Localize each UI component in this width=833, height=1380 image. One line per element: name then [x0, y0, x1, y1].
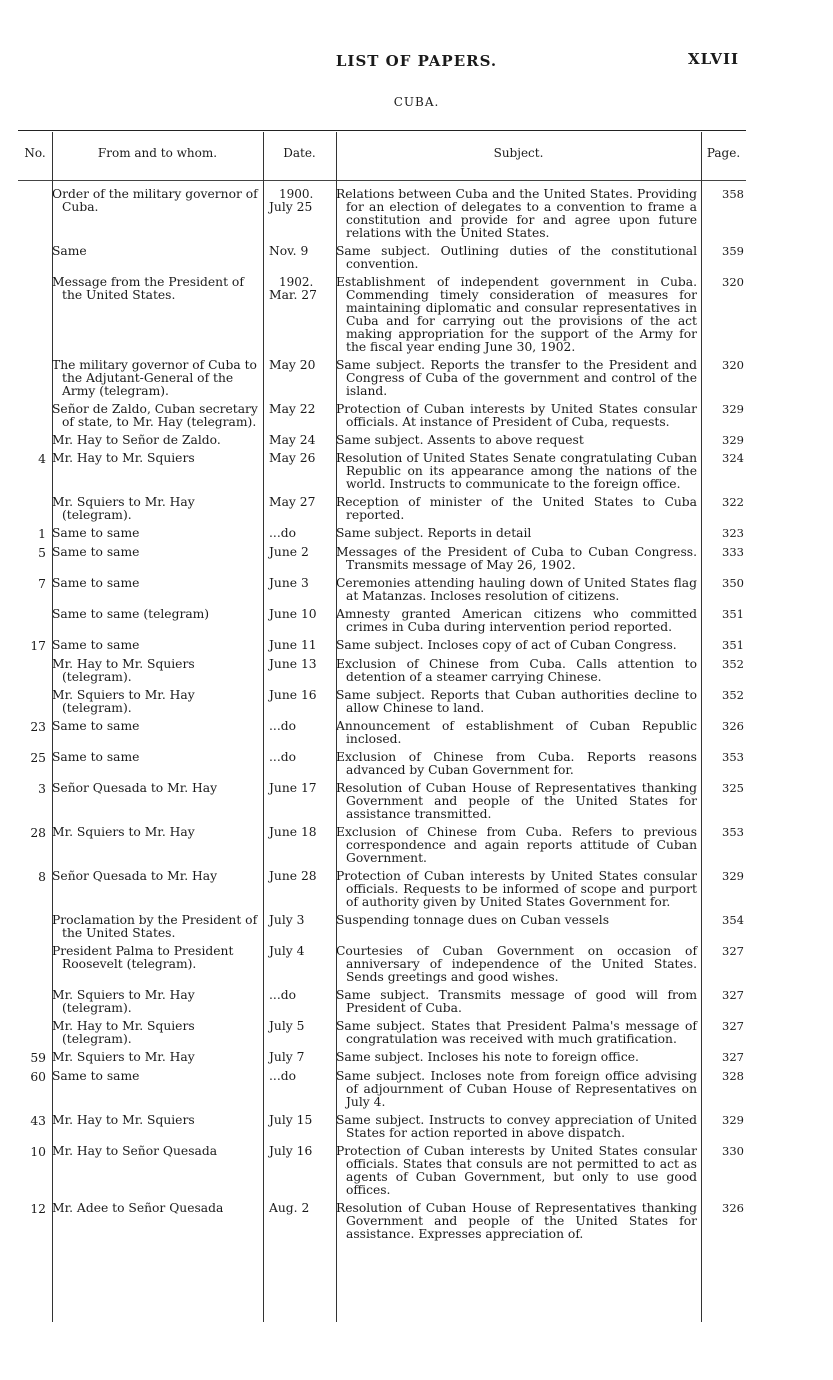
table-row: [18, 1202, 746, 1241]
table-row: [18, 782, 746, 821]
section-title: CUBA.: [393, 95, 440, 109]
page-ref: 353: [722, 825, 744, 839]
date-value: May 24: [269, 433, 316, 447]
page-ref: 320: [722, 358, 744, 372]
page-ref: 353: [722, 750, 744, 764]
date-value: June 2: [269, 545, 309, 559]
date-value: Aug. 2: [269, 1201, 310, 1215]
subject-cell: Same subject. Incloses copy of act of Cuban Congress.: [336, 638, 677, 652]
table-row: [18, 1114, 746, 1140]
date-value: July 7: [269, 1050, 305, 1064]
from-to-cell: Mr. Squiers to Mr. Hay: [52, 1050, 195, 1064]
page-ref: 326: [722, 1201, 744, 1215]
paper-number: 1: [38, 527, 46, 541]
date-value: May 26: [269, 451, 316, 465]
date-cell: [263, 577, 336, 590]
table-row: [18, 751, 746, 777]
page-ref: 358: [722, 187, 744, 201]
subject-cell: Exclusion of Chinese from Cuba. Calls attention to detention of a steamer carrying Chinese.: [336, 657, 697, 684]
page-ref: 351: [722, 638, 744, 652]
from-to-cell: Same to same: [52, 750, 140, 764]
date-cell: [263, 639, 336, 652]
subject-cell: Same subject. Incloses note from foreign office advising of adjournment of Cuban House of Representatives on July 4.: [336, 1069, 697, 1109]
subject-cell: Exclusion of Chinese from Cuba. Reports reasons advanced by Cuban Government for.: [336, 750, 697, 777]
from-to-cell: Señor Quesada to Mr. Hay: [52, 781, 218, 795]
subject-cell: Protection of Cuban interests by United States consular officials. At instance of President of Cuba, requests.: [336, 402, 697, 429]
from-to-cell: Mr. Hay to Señor Quesada: [52, 1144, 218, 1158]
from-to-cell: Señor Quesada to Mr. Hay: [52, 869, 218, 883]
page-ref: 325: [722, 781, 744, 795]
column-header-subject: Subject.: [493, 146, 544, 160]
date-value: June 10: [269, 607, 317, 621]
from-to-cell: Same: [52, 244, 87, 258]
table-row: [18, 496, 746, 522]
subject-cell: Resolution of Cuban House of Representatives thanking Government and people of the United States for assistance. Expresses appreciation of.: [336, 1201, 697, 1241]
column-header-page: Page.: [706, 146, 741, 160]
from-to-cell: Mr. Squiers to Mr. Hay (telegram).: [52, 988, 195, 1015]
paper-number: 43: [30, 1114, 46, 1128]
subject-cell: Same subject. Incloses his note to foreign office.: [336, 1050, 639, 1064]
table-row: [18, 434, 746, 447]
from-to-cell: Same to same: [52, 638, 140, 652]
date-value: ...do: [269, 750, 297, 764]
paper-number: 28: [30, 826, 46, 840]
from-to-cell: Order of the military governor of Cuba.: [52, 187, 258, 214]
from-to-cell: Mr. Hay to Mr. Squiers: [52, 1113, 195, 1127]
page-ref: 352: [722, 688, 744, 702]
from-to-cell: Same to same (telegram): [52, 607, 210, 621]
date-value: June 28: [269, 869, 317, 883]
from-to-cell: Mr. Hay to Mr. Squiers: [52, 451, 195, 465]
from-to-cell: Same to same: [52, 545, 140, 559]
paper-number: [18, 689, 52, 690]
date-cell: [263, 276, 336, 302]
from-to-cell: Mr. Squiers to Mr. Hay: [52, 825, 195, 839]
paper-number: 8: [38, 870, 46, 884]
subject-cell: Same subject. Transmits message of good will from President of Cuba.: [336, 988, 697, 1015]
date-cell: [263, 1051, 336, 1064]
date-value: June 13: [269, 657, 317, 671]
date-cell: [263, 658, 336, 671]
table-row: [18, 689, 746, 715]
paper-number: [18, 1020, 52, 1021]
paper-number: [18, 914, 52, 915]
page-ref: 352: [722, 657, 744, 671]
year-label: 1902.: [279, 275, 314, 289]
page-ref: 329: [722, 1113, 744, 1127]
subject-cell: Amnesty granted American citizens who committed crimes in Cuba during intervention period reported.: [336, 607, 697, 634]
page-ref: 322: [722, 495, 744, 509]
date-value: July 3: [269, 913, 305, 927]
date-cell: [263, 1202, 336, 1215]
date-cell: [263, 1145, 336, 1158]
date-value: May 27: [269, 495, 316, 509]
page-ref: 333: [722, 545, 744, 559]
date-cell: [263, 751, 336, 764]
subject-cell: Relations between Cuba and the United States. Providing for an election of delegates to a convention to frame a constitution and provide for and agree upon future relations with the United States.: [336, 187, 697, 240]
from-to-cell: Mr. Squiers to Mr. Hay (telegram).: [52, 688, 195, 715]
paper-number: 17: [30, 639, 46, 653]
table-row: [18, 1145, 746, 1197]
table-row: [18, 826, 746, 865]
page-ref: 320: [722, 275, 744, 289]
table-row: [18, 945, 746, 984]
subject-cell: Establishment of independent government in Cuba. Commending timely consideration of measures for maintaining diplomatic and consular representatives in Cuba and for carrying out the provisions of the act making appropriation for the support of the Army for the fiscal year ending June 30, 1902.: [336, 275, 697, 354]
table-row: [18, 1070, 746, 1109]
paper-number: 3: [38, 782, 46, 796]
paper-number: [18, 608, 52, 609]
date-value: May 22: [269, 402, 316, 416]
page-ref: 327: [722, 988, 744, 1002]
page-ref: 350: [722, 576, 744, 590]
paper-number: [18, 188, 52, 189]
from-to-cell: Señor de Zaldo, Cuban secretary of state, to Mr. Hay (telegram).: [52, 402, 258, 429]
subject-cell: Resolution of United States Senate congratulating Cuban Republic on its appearance among the nations of the world. Instructs to communicate to the foreign office.: [336, 451, 697, 491]
subject-cell: Resolution of Cuban House of Representatives thanking Government and people of the United States for assistance transmitted.: [336, 781, 697, 821]
page-ref: 327: [722, 1050, 744, 1064]
date-value: June 3: [269, 576, 309, 590]
date-value: July 4: [269, 944, 305, 958]
date-value: June 16: [269, 688, 317, 702]
table-body: [18, 188, 746, 1246]
from-to-cell: Mr. Squiers to Mr. Hay (telegram).: [52, 495, 195, 522]
date-cell: [263, 1114, 336, 1127]
date-value: May 20: [269, 358, 316, 372]
from-to-cell: Proclamation by the President of the United States.: [52, 913, 258, 940]
subject-cell: Exclusion of Chinese from Cuba. Refers to previous correspondence and again reports attitude of Cuban Government.: [336, 825, 697, 865]
page-ref: 323: [722, 526, 744, 540]
subject-cell: Same subject. Reports in detail: [336, 526, 532, 540]
subject-cell: Ceremonies attending hauling down of United States flag at Matanzas. Incloses resolution of citizens.: [336, 576, 697, 603]
table-row: [18, 720, 746, 746]
from-to-cell: Mr. Hay to Mr. Squiers (telegram).: [52, 1019, 195, 1046]
page-ref: 329: [722, 869, 744, 883]
table-row: [18, 1020, 746, 1046]
date-cell: [263, 359, 336, 372]
date-value: Mar. 27: [269, 288, 317, 302]
page-ref: 330: [722, 1144, 744, 1158]
table-row: [18, 276, 746, 354]
paper-number: [18, 245, 52, 246]
table-row: [18, 870, 746, 909]
date-value: Nov. 9: [269, 244, 309, 258]
paper-number: 4: [38, 452, 46, 466]
page-ref: 329: [722, 433, 744, 447]
table-row: [18, 452, 746, 491]
date-cell: [263, 1070, 336, 1083]
date-cell: [263, 826, 336, 839]
table-row: [18, 359, 746, 398]
date-value: ...do: [269, 1069, 297, 1083]
date-cell: [263, 870, 336, 883]
date-value: July 5: [269, 1019, 305, 1033]
paper-number: [18, 359, 52, 360]
table-row: [18, 639, 746, 653]
paper-number: 23: [30, 720, 46, 734]
paper-number: [18, 658, 52, 659]
from-to-cell: Message from the President of the United States.: [52, 275, 244, 302]
subject-cell: Same subject. Reports that Cuban authorities decline to allow Chinese to land.: [336, 688, 697, 715]
subject-cell: Messages of the President of Cuba to Cuban Congress. Transmits message of May 26, 1902.: [336, 545, 697, 572]
table-row: [18, 989, 746, 1015]
table-row: [18, 914, 746, 940]
from-to-cell: Mr. Hay to Señor de Zaldo.: [52, 433, 221, 447]
date-cell: [263, 188, 336, 214]
from-to-cell: Mr. Hay to Mr. Squiers (telegram).: [52, 657, 195, 684]
from-to-cell: President Palma to President Roosevelt (telegram).: [52, 944, 234, 971]
date-cell: [263, 1020, 336, 1033]
column-header-no: No.: [24, 146, 46, 160]
subject-cell: Protection of Cuban interests by United States consular officials. States that consuls are not permitted to act as agents of Cuban Government, but only to use good offices.: [336, 1144, 697, 1197]
paper-number: [18, 989, 52, 990]
table-row: [18, 188, 746, 240]
page-ref: 326: [722, 719, 744, 733]
paper-number: 59: [30, 1051, 46, 1065]
page-number: XLVII: [688, 50, 740, 68]
page-ref: 327: [722, 944, 744, 958]
date-value: July 16: [269, 1144, 313, 1158]
page-ref: 327: [722, 1019, 744, 1033]
date-value: June 17: [269, 781, 317, 795]
table-row: [18, 1051, 746, 1065]
paper-number: [18, 276, 52, 277]
subject-cell: Same subject. Outlining duties of the constitutional convention.: [336, 244, 697, 271]
date-cell: [263, 989, 336, 1002]
date-value: ...do: [269, 988, 297, 1002]
date-cell: [263, 720, 336, 733]
date-value: June 18: [269, 825, 317, 839]
paper-number: [18, 496, 52, 497]
date-cell: [263, 496, 336, 509]
table-row: [18, 403, 746, 429]
subject-cell: Protection of Cuban interests by United States consular officials. Requests to be informed of scope and purport of authority given by United States Government for.: [336, 869, 697, 909]
date-value: July 15: [269, 1113, 313, 1127]
date-cell: [263, 782, 336, 795]
subject-cell: Reception of minister of the United States to Cuba reported.: [336, 495, 697, 522]
table-row: [18, 546, 746, 572]
date-cell: [263, 914, 336, 927]
date-cell: [263, 245, 336, 258]
paper-number: 25: [30, 751, 46, 765]
table-row: [18, 527, 746, 541]
paper-number: [18, 945, 52, 946]
from-to-cell: Same to same: [52, 526, 140, 540]
page-ref: 351: [722, 607, 744, 621]
paper-number: 7: [38, 577, 46, 591]
page-title: LIST OF PAPERS.: [335, 52, 498, 70]
from-to-cell: Mr. Adee to Señor Quesada: [52, 1201, 224, 1215]
table-row: [18, 658, 746, 684]
date-value: ...do: [269, 719, 297, 733]
page-ref: 359: [722, 244, 744, 258]
from-to-cell: Same to same: [52, 1069, 140, 1083]
column-header-date: Date.: [283, 146, 316, 160]
paper-number: [18, 434, 52, 435]
table-row: [18, 577, 746, 603]
date-cell: [263, 546, 336, 559]
date-cell: [263, 689, 336, 702]
page-ref: 324: [722, 451, 744, 465]
subject-cell: Suspending tonnage dues on Cuban vessels: [336, 913, 610, 927]
subject-cell: Courtesies of Cuban Government on occasion of anniversary of independence of the United States. Sends greetings and good wishes.: [336, 944, 697, 984]
page-ref: 329: [722, 402, 744, 416]
date-cell: [263, 527, 336, 540]
paper-number: 5: [38, 546, 46, 560]
page-ref: 354: [722, 913, 744, 927]
table-top-rule: [18, 130, 746, 131]
date-cell: [263, 403, 336, 416]
from-to-cell: Same to same: [52, 576, 140, 590]
date-value: July 25: [269, 200, 313, 214]
table-header-rule: [18, 180, 746, 181]
from-to-cell: Same to same: [52, 719, 140, 733]
date-value: ...do: [269, 526, 297, 540]
subject-cell: Same subject. States that President Palma's message of congratulation was received with much gratification.: [336, 1019, 697, 1046]
subject-cell: Same subject. Assents to above request: [336, 433, 584, 447]
paper-number: [18, 403, 52, 404]
subject-cell: Announcement of establishment of Cuban Republic inclosed.: [336, 719, 697, 746]
page-ref: 328: [722, 1069, 744, 1083]
from-to-cell: The military governor of Cuba to the Adjutant-General of the Army (telegram).: [52, 358, 257, 398]
date-cell: [263, 945, 336, 958]
column-header-from: From and to whom.: [97, 146, 218, 160]
date-cell: [263, 434, 336, 447]
paper-number: 60: [30, 1070, 46, 1084]
subject-cell: Same subject. Reports the transfer to the President and Congress of Cuba of the government and control of the island.: [336, 358, 697, 398]
year-label: 1900.: [279, 187, 314, 201]
date-cell: [263, 452, 336, 465]
table-row: [18, 245, 746, 271]
paper-number: 10: [30, 1145, 46, 1159]
subject-cell: Same subject. Instructs to convey appreciation of United States for action reported in above dispatch.: [336, 1113, 697, 1140]
table-row: [18, 608, 746, 634]
date-value: June 11: [269, 638, 317, 652]
paper-number: 12: [30, 1202, 46, 1216]
date-cell: [263, 608, 336, 621]
